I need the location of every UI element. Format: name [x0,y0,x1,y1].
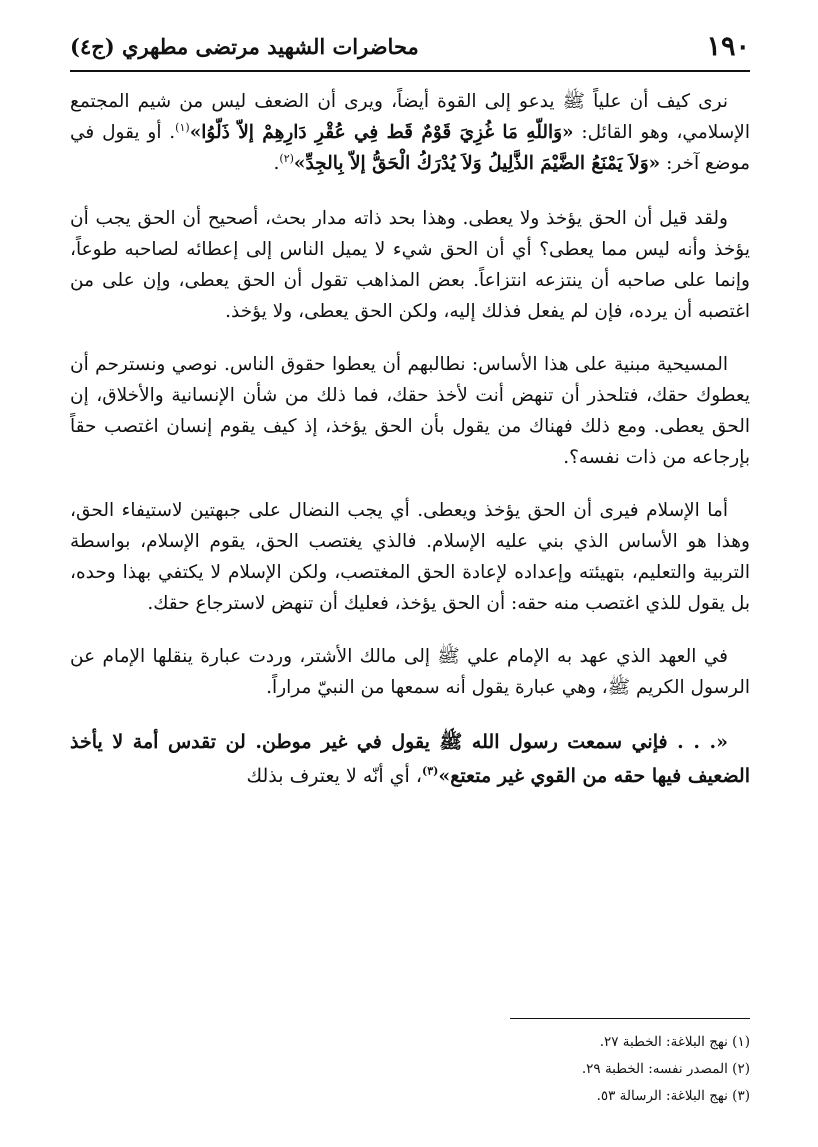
footnote-ref-1: (١) [175,120,190,134]
paragraph-5: في العهد الذي عهد به الإمام علي ﷺ إلى مالك الأشتر، وردت عبارة ينقلها الإمام عن الرسول الكريم ﷺ، وهي عبارة يقول أنه سمعها من النبيّ مراراً. [70,646,750,698]
quote-ali-1: «وَاللّهِ مَا غُزِيَ قَوْمٌ قَط فِي عُقْرِ دَارِهِمْ إلاّ ذَلّوُا» [189,122,574,143]
paragraph-4: أما الإسلام فيرى أن الحق يؤخذ ويعطى. أي يجب النضال على جبهتين لاستيفاء الحق، وهذا هو الأساس الذي بني عليه الإسلام. فالذي يغتصب الحق، يقوم الإسلام، بواسطة التربية والتعليم، بتهيئته وإعداده لإعادة الحق المغتصب، ولكن الإسلام لا يكتفي بهذا وحده، بل يقول للذي اغتصب منه حقه: أن الحق يؤخذ، فعليك أن تنهض لاسترجاع حقك. [70,500,750,614]
footnote-2: (٢) المصدر نفسه: الخطبة ٢٩. [581,1061,750,1077]
quote-ali-2: «وَلاَ يَمْنَعُ الضَّيْمَ الذَّلِيلُ وَلاَ يُدْرَكُ الْحَقُّ إلاّ بِالجِدِّ» [293,153,661,174]
page-number: ١٩٠ [706,30,750,62]
footnote-1: (١) نهج البلاغة: الخطبة ٢٧. [599,1034,750,1050]
paragraph-2: ولقد قيل أن الحق يؤخذ ولا يعطى. وهذا بحد ذاته مدار بحث، أصحيح أن الحق يجب أن يؤخذ وأنه ليس مما يعطى؟ أي أن الحق شيء لا يميل الناس إلى إعطائه لصاحبه طوعاً، وإنما على صاحبه أن ينتزعه انتزاعاً. بعض المذاهب تقول أن الحق يعطى، وإن على من اغتصبه أن يرده، فإن لم يفعل فذلك إليه، ولكن الحق يعطى، ولا يؤخذ. [70,208,750,322]
footnotes [70,1018,750,1110]
footnote-divider [510,1018,750,1019]
quote-prophet: «. . . فإني سمعت رسول الله ﷺ يقول في غير موطن. لن تقدس أمة لا يأخذ الضعيف فيها حقه من القوي غير متعتع» [70,731,750,787]
running-title: محاضرات الشهيد مرتضى مطهري (ج٤) [70,33,419,59]
paragraph-6: «. . . فإني سمعت رسول الله ﷺ يقول في غير موطن. لن تقدس أمة لا يأخذ الضعيف فيها حقه من القوي غير متعتع»$^{(٣)}$، أي أنّه لا يعترف بذلك [70,731,750,787]
header-divider [70,70,750,72]
body-text [70,86,750,815]
page-header [70,26,750,66]
footnote-3: (٣) نهج البلاغة: الرسالة ٥٣. [596,1088,750,1104]
paragraph-3: المسيحية مبنية على هذا الأساس: نطالبهم أن يعطوا حقوق الناس. نوصي ونسترحم أن يعطوك حقك، فتلحذر أن تنهض أنت لأخذ حقك، فما ذلك من شأن الإنسانية والأخلاق، إن الحق يعطى. ومع ذلك فهناك من يقول بأن الحق يؤخذ، إذ كيف يقوم إنسان اغتصب حقاً بإرجاعه من ذات نفسه؟. [70,354,750,468]
footnote-ref-3: (٣) [421,764,439,778]
footnote-ref-2: (٢) [279,151,294,165]
paragraph-1: نرى كيف أن علياً ﷺ يدعو إلى القوة أيضاً، ويرى أن الضعف ليس من شيم المجتمع الإسلامي، وهو القائل: «وَاللّهِ مَا غُزِيَ قَوْمٌ قَط فِي عُقْرِ دَارِهِمْ إلاّ ذَلّوُا»$^{(١)}$. أو يقول في موضع آخر: «وَلاَ يَمْنَعُ الضَّيْمَ الذَّلِيلُ وَلاَ يُدْرَكُ الْحَقُّ إلاّ بِالجِدِّ»$^{(٢)}$. [70,91,750,174]
